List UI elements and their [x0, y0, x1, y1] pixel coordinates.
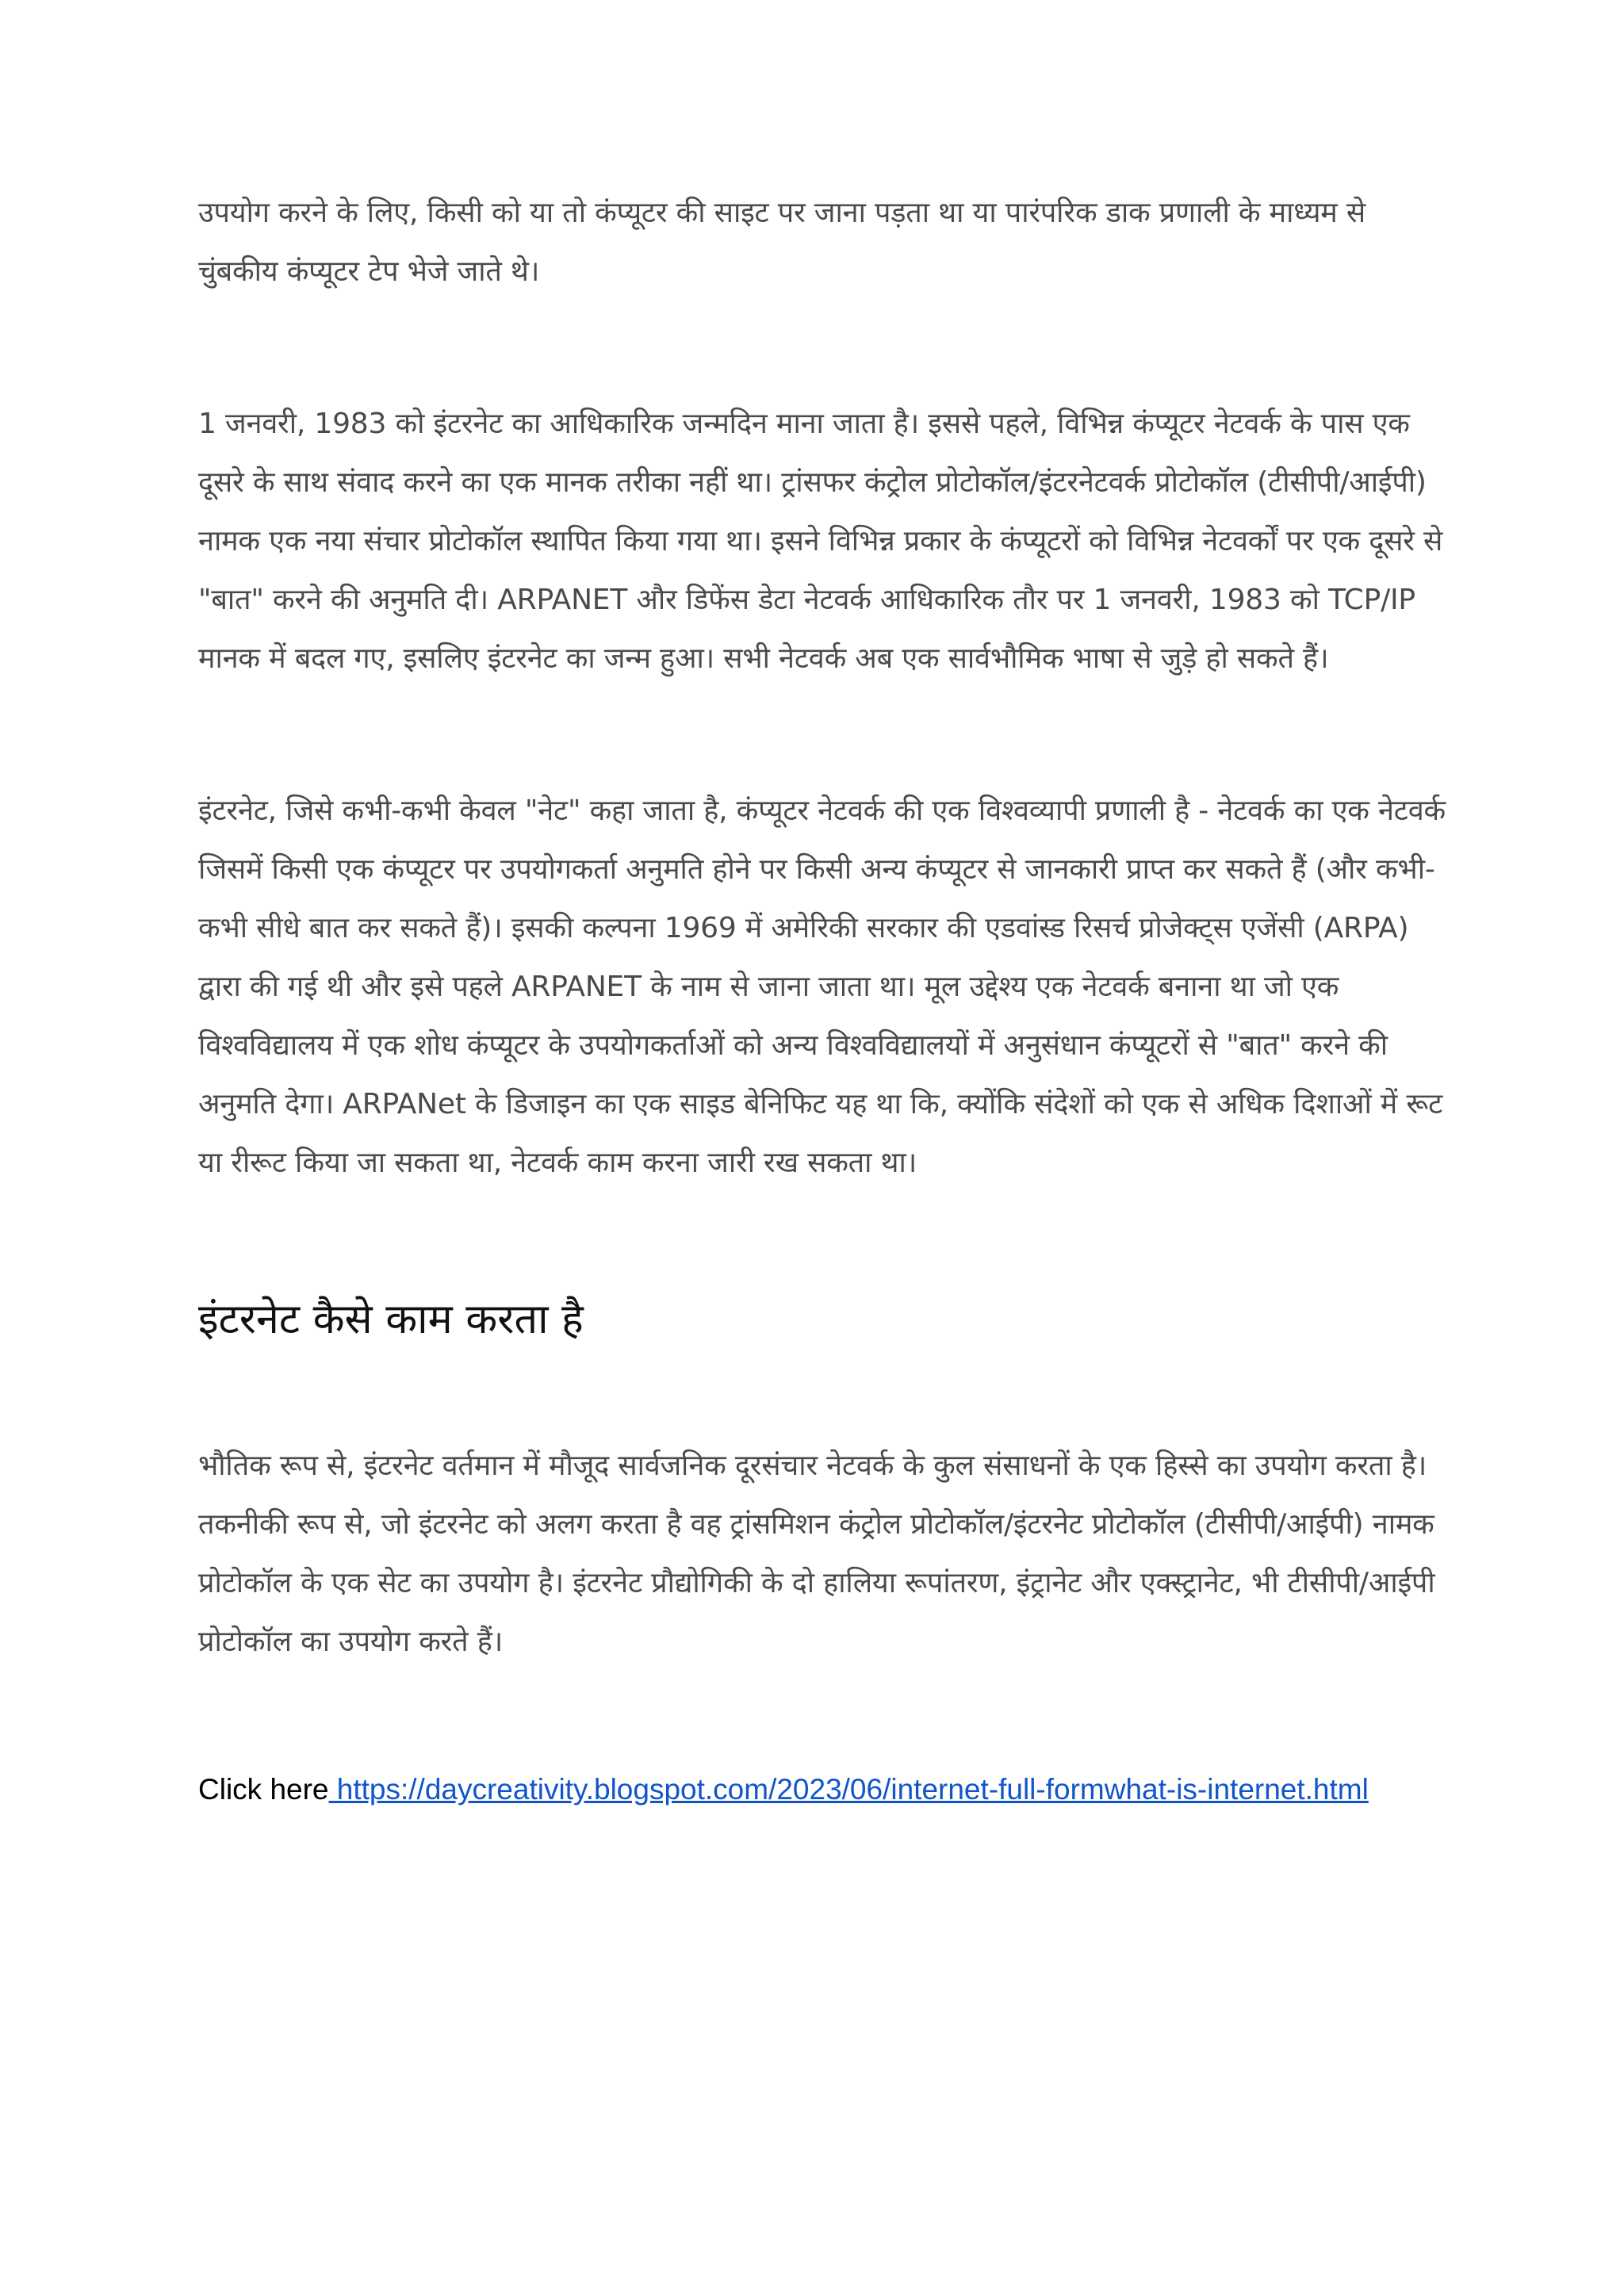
- paragraph-3: इंटरनेट, जिसे कभी-कभी केवल "नेट" कहा जाता है, कंप्यूटर नेटवर्क की एक विश्वव्यापी प्रणाली है - नेटवर्क का एक नेटवर्क जिसमें किसी एक कंप्यूटर पर उपयोगकर्ता अनुमति होने पर किसी अन्य कंप्यूटर से जानकारी प्राप्त कर सकते हैं (और कभी-कभी सीधे बात कर सकते हैं)। इसकी कल्पना 1969 में अमेरिकी सरकार की एडवांस्ड रिसर्च प्रोजेक्ट्स एजेंसी (ARPA) द्वारा की गई थी और इसे पहले ARPANET के नाम से जाना जाता था। मूल उद्देश्य एक नेटवर्क बनाना था जो एक विश्वविद्यालय में एक शोध कंप्यूटर के उपयोगकर्ताओं को अन्य विश्वविद्यालयों में अनुसंधान कंप्यूटरों से "बात" करने की अनुमति देगा। ARPANet के डिजाइन का एक साइड बेनिफिट यह था कि, क्योंकि संदेशों को एक से अधिक दिशाओं में रूट या रीरूट किया जा सकता था, नेटवर्क काम करना जारी रख सकता था।: [198, 795, 1446, 1179]
- paragraph-1: उपयोग करने के लिए, किसी को या तो कंप्यूटर की साइट पर जाना पड़ता था या पारंपरिक डाक प्रणाली के माध्यम से चुंबकीय कंप्यूटर टेप भेजे जाते थे।: [198, 197, 1365, 288]
- link-prefix: Click here: [198, 1773, 329, 1806]
- document-content: [198, 184, 1451, 1810]
- blog-link[interactable]: https://daycreativity.blogspot.com/2023/06/internet-full-formwhat-is-internet.html: [328, 1773, 1369, 1806]
- paragraph-4: भौतिक रूप से, इंटरनेट वर्तमान में मौजूद सार्वजनिक दूरसंचार नेटवर्क के कुल संसाधनों के एक हिस्से का उपयोग करता है। तकनीकी रूप से, जो इंटरनेट को अलग करता है वह ट्रांसमिशन कंट्रोल प्रोटोकॉल/इंटरनेट प्रोटोकॉल (टीसीपी/आईपी) नामक प्रोटोकॉल के एक सेट का उपयोग है। इंटरनेट प्रौद्योगिकी के दो हालिया रूपांतरण, इंट्रानेट और एक्स्ट्रानेट, भी टीसीपी/आईपी प्रोटोकॉल का उपयोग करते हैं।: [198, 1450, 1435, 1658]
- link-line: [198, 1770, 1451, 1810]
- paragraph-2: 1 जनवरी, 1983 को इंटरनेट का आधिकारिक जन्मदिन माना जाता है। इससे पहले, विभिन्न कंप्यूटर नेटवर्क के पास एक दूसरे के साथ संवाद करने का एक मानक तरीका नहीं था। ट्रांसफर कंट्रोल प्रोटोकॉल/इंटरनेटवर्क प्रोटोकॉल (टीसीपी/आईपी) नामक एक नया संचार प्रोटोकॉल स्थापित किया गया था। इसने विभिन्न प्रकार के कंप्यूटरों को विभिन्न नेटवर्कों पर एक दूसरे से "बात" करने की अनुमति दी। ARPANET और डिफेंस डेटा नेटवर्क आधिकारिक तौर पर 1 जनवरी, 1983 को TCP/IP मानक में बदल गए, इसलिए इंटरनेट का जन्म हुआ। सभी नेटवर्क अब एक सार्वभौमिक भाषा से जुड़े हो सकते हैं।: [198, 408, 1443, 675]
- section-heading: इंटरनेट कैसे काम करता है: [198, 1296, 584, 1343]
